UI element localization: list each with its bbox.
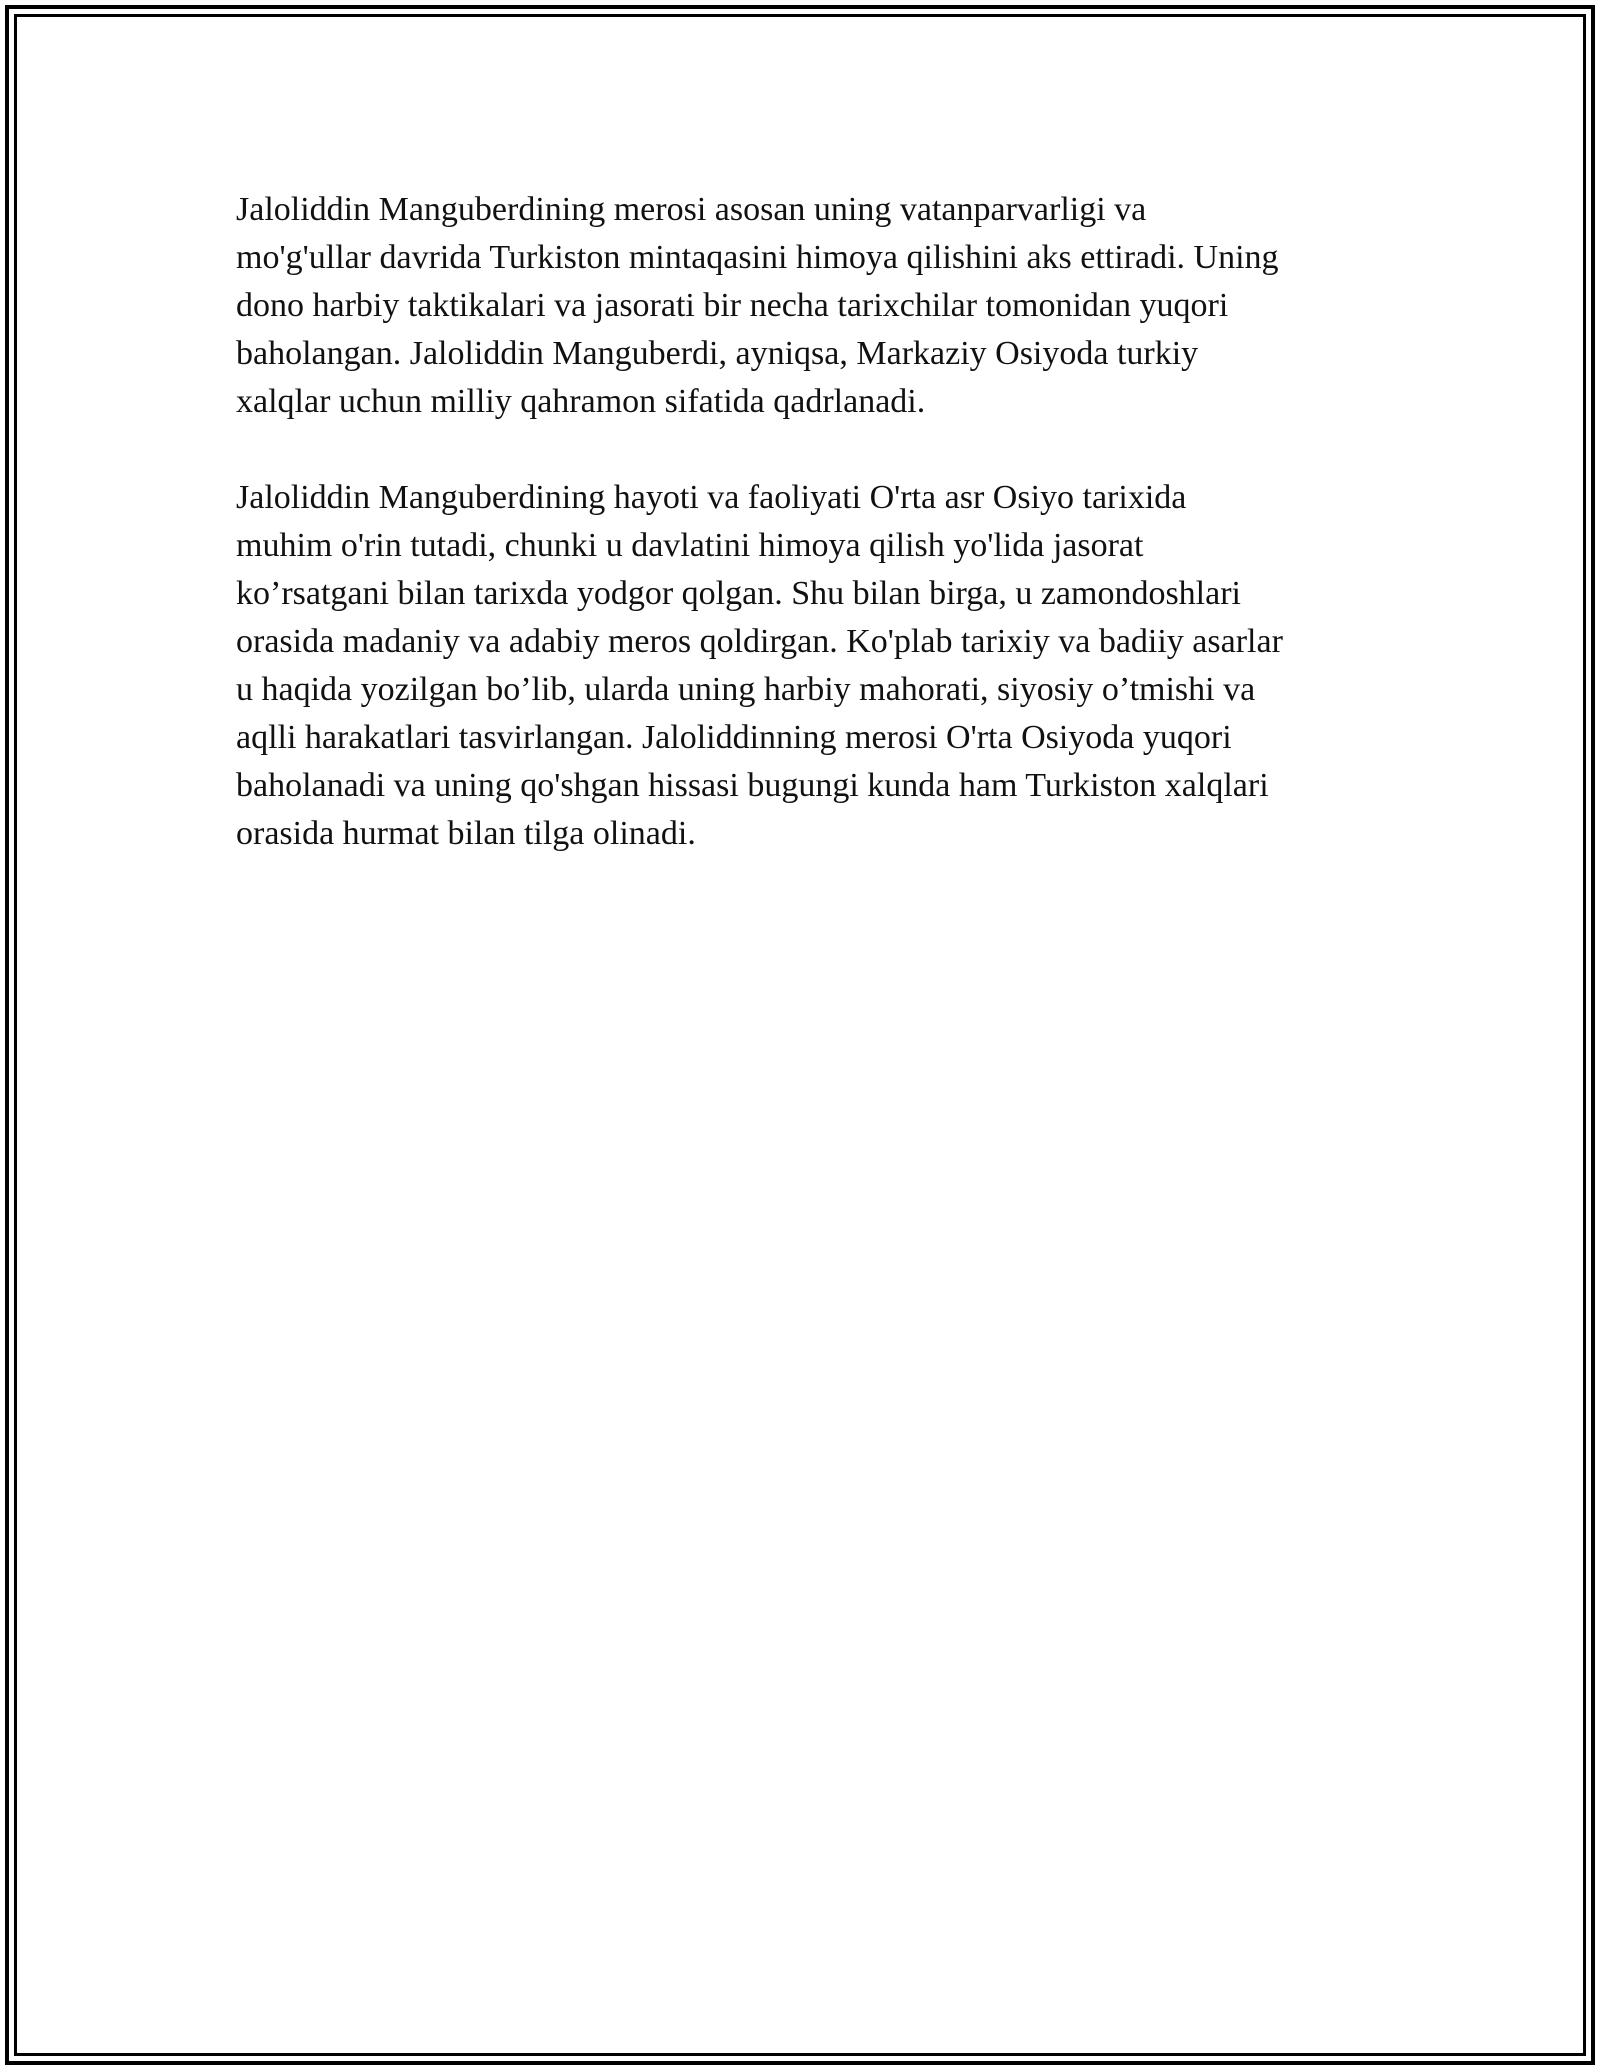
text-line: aqlli harakatlari tasvirlangan. Jaloliddinning merosi O'rta Osiyoda yuqori <box>236 719 1232 756</box>
text-line: xalqlar uchun milliy qahramon sifatida qadrlanadi. <box>236 383 926 420</box>
text-line: orasida hurmat bilan tilga olinadi. <box>236 815 696 852</box>
text-line: orasida madaniy va adabiy meros qoldirgan. Ko'plab tarixiy va badiiy asarlar <box>236 623 1283 660</box>
text-line: muhim o'rin tutadi, chunki u davlatini himoya qilish yo'lida jasorat <box>236 527 1144 564</box>
text-line: Jaloliddin Manguberdining merosi asosan uning vatanparvarligi va <box>236 191 1147 228</box>
text-line: dono harbiy taktikalari va jasorati bir necha tarixchilar tomonidan yuqori <box>236 287 1229 324</box>
text-line: baholangan. Jaloliddin Manguberdi, ayniqsa, Markaziy Osiyoda turkiy <box>236 335 1199 372</box>
text-line: baholanadi va uning qo'shgan hissasi bugungi kunda ham Turkiston xalqlari <box>236 767 1269 804</box>
document-body <box>236 186 1376 858</box>
text-line: mo'g'ullar davrida Turkiston mintaqasini himoya qilishini aks ettiradi. Uning <box>236 239 1279 276</box>
paragraph-2 <box>236 474 1376 858</box>
paragraph-1 <box>236 186 1376 426</box>
text-line: Jaloliddin Manguberdining hayoti va faoliyati O'rta asr Osiyo tarixida <box>236 479 1187 516</box>
text-line: u haqida yozilgan bo’lib, ularda uning harbiy mahorati, siyosiy o’tmishi va <box>236 671 1256 708</box>
text-line: ko’rsatgani bilan tarixda yodgor qolgan. Shu bilan birga, u zamondoshlari <box>236 575 1241 612</box>
